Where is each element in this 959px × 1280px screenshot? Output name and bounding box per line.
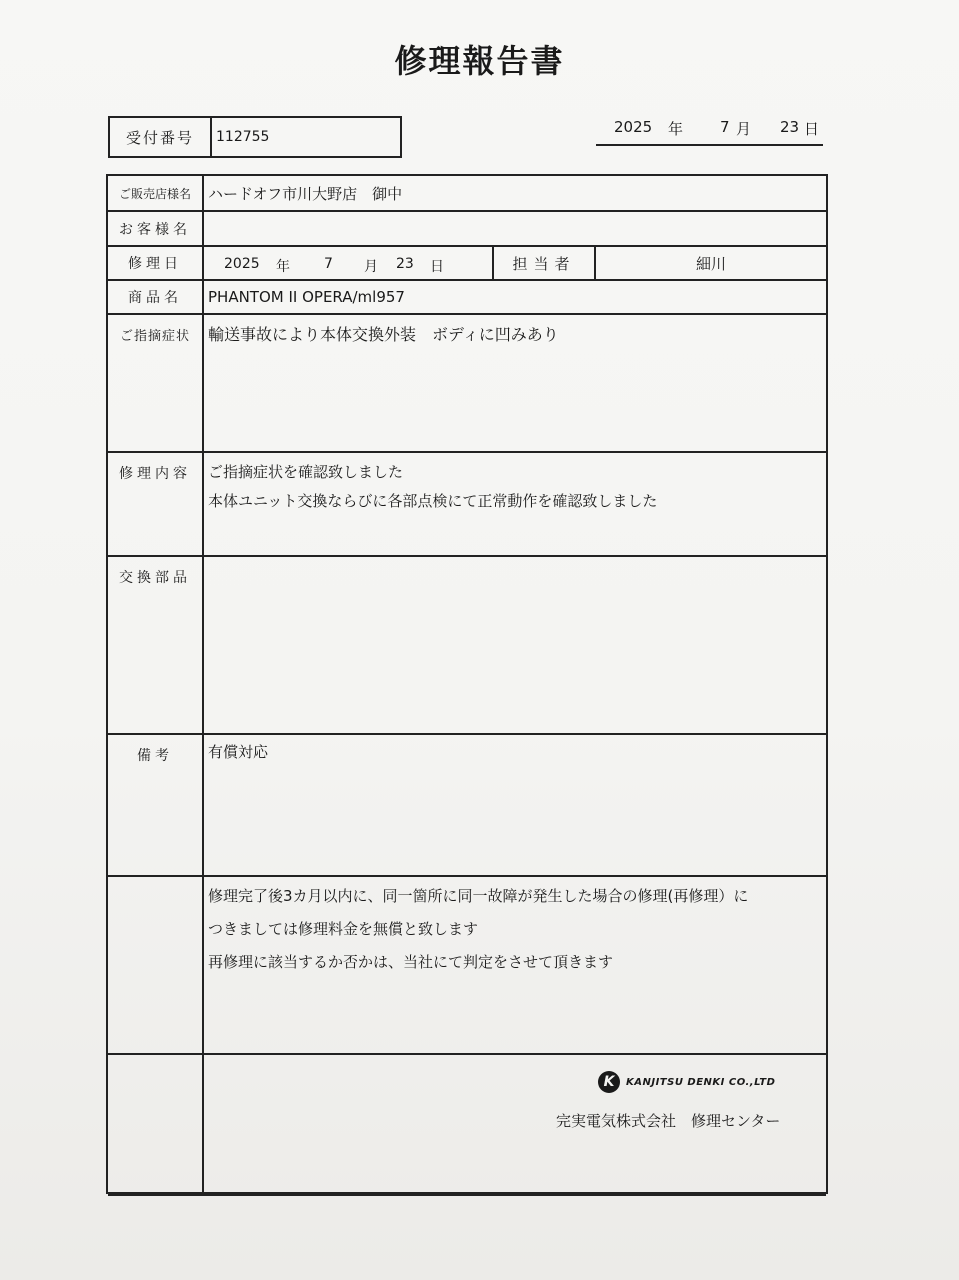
logo-text: KANJITSU DENKI CO.,LTD — [626, 1076, 776, 1088]
staff-label: 担当者 — [492, 247, 596, 279]
repair-date-month: 7 — [324, 256, 333, 272]
repair-content-label: 修理内容 — [108, 453, 204, 555]
notes-label: 備考 — [108, 735, 204, 875]
repair-content-value — [208, 453, 822, 567]
document-title: 修理報告書 — [394, 42, 565, 80]
row-customer — [108, 212, 826, 247]
issue-date-day: 23 — [780, 118, 800, 136]
warranty-label — [108, 877, 204, 1053]
staff-value: 細川 — [695, 254, 726, 273]
footer-label — [108, 1055, 204, 1194]
company-name: 完実電気株式会社 修理センター — [556, 1112, 781, 1130]
repair-date-month-unit: 月 — [364, 259, 378, 275]
company-logo — [598, 1071, 775, 1093]
receipt-number-box — [108, 116, 402, 158]
issue-date-year-unit: 年 — [668, 120, 684, 138]
issue-date-month-unit: 月 — [736, 120, 752, 138]
kanjitsu-logo-icon: K — [598, 1071, 620, 1093]
parts-value — [208, 557, 822, 733]
warranty-line-3: 再修理に該当するか否かは、当社にて判定をさせて頂きます — [208, 953, 614, 971]
store-label: ご販売店様名 — [108, 176, 204, 210]
row-repair-content — [108, 453, 826, 557]
repair-date-day: 23 — [396, 256, 414, 272]
row-warranty — [108, 877, 826, 1055]
report-form — [106, 174, 828, 1194]
repair-date-label: 修理日 — [108, 247, 204, 279]
symptom-value — [208, 315, 822, 463]
receipt-number-value: 112755 — [216, 129, 270, 145]
row-notes — [108, 735, 826, 877]
repair-date-year: 2025 — [224, 256, 260, 272]
product-label: 商品名 — [108, 281, 204, 313]
repair-date-day-unit: 日 — [430, 259, 444, 275]
product-value: PHANTOM II OPERA/ml957 — [208, 288, 405, 306]
row-parts — [108, 557, 826, 735]
customer-label: お客様名 — [108, 212, 204, 245]
symptom-text: 輸送事故により本体交換外装 ボディに凹みあり — [208, 325, 559, 344]
notes-value — [208, 735, 822, 885]
repair-content-line-1: ご指摘症状を確認致しました — [208, 463, 404, 481]
receipt-number-label: 受付番号 — [110, 118, 212, 156]
warranty-line-1: 修理完了後3カ月以内に、同一箇所に同一故障が発生した場合の修理(再修理）に — [208, 887, 749, 905]
row-product — [108, 281, 826, 315]
issue-date-day-unit: 日 — [804, 120, 820, 138]
issue-date-year: 2025 — [614, 118, 653, 136]
issue-date-month: 7 — [720, 118, 730, 136]
parts-label: 交換部品 — [108, 557, 204, 733]
warranty-text — [208, 877, 822, 1065]
notes-text: 有償対応 — [208, 743, 269, 761]
warranty-line-2: つきましては修理料金を無償と致します — [208, 920, 479, 938]
issue-date — [596, 114, 823, 146]
customer-value — [208, 212, 822, 245]
repair-date-year-unit: 年 — [276, 259, 290, 275]
store-value: ハードオフ市川大野店 御中 — [208, 184, 403, 203]
repair-date-value — [208, 247, 488, 279]
row-repair-date — [108, 247, 826, 281]
symptom-label: ご指摘症状 — [108, 315, 204, 451]
repair-content-line-2: 本体ユニット交換ならびに各部点検にて正常動作を確認致しました — [208, 492, 658, 510]
row-store — [108, 176, 826, 212]
row-symptom — [108, 315, 826, 453]
